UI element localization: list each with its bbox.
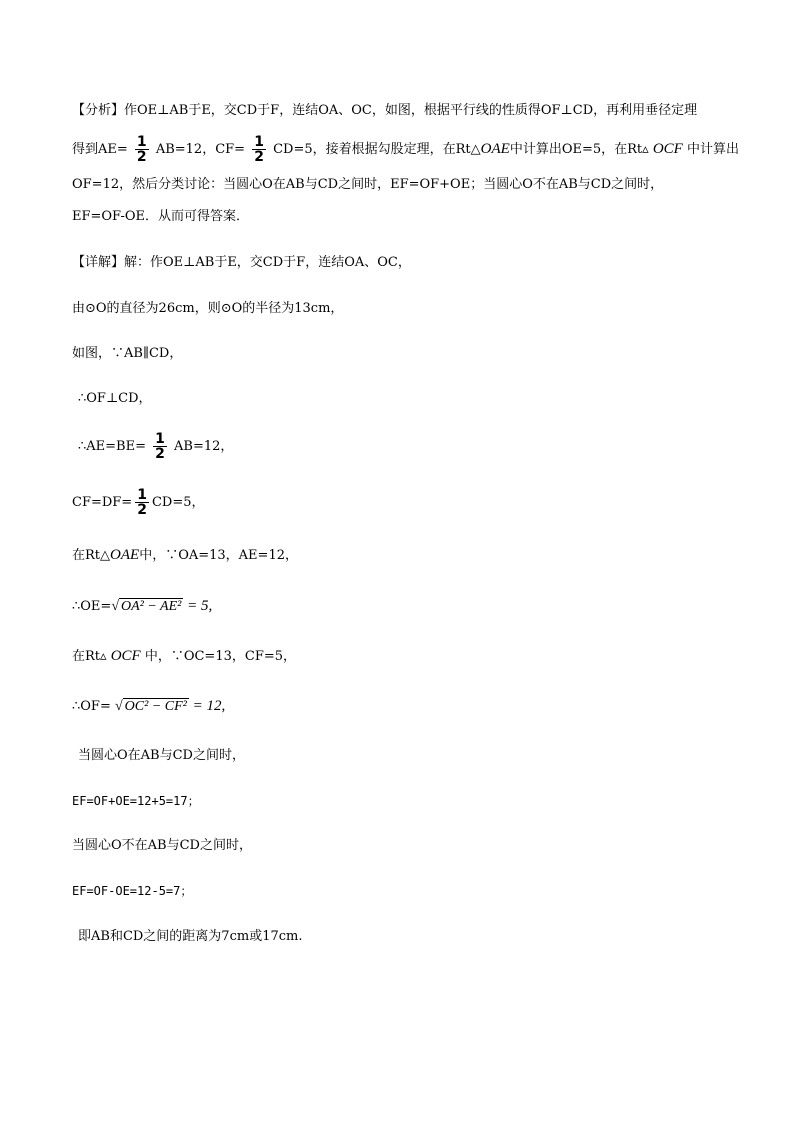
detail-text: ∴AE=BE= (78, 439, 146, 454)
detail-text: 在Rt△ (72, 548, 111, 563)
detail-line-3: 如图，∵AB∥CD， (72, 346, 183, 361)
detail-line-11: 当圆心O在AB与CD之间时， (78, 748, 245, 763)
detail-text: ∴OF= (72, 699, 111, 714)
detail-line-15: 即AB和CD之间的距离为7cm或17cm. (78, 929, 303, 944)
analysis-text: 得到AE= (72, 142, 128, 157)
triangle-label: OAE (110, 547, 140, 563)
detail-line-12: EF=OF+OE=12+5=17； (72, 794, 200, 808)
detail-line-2: 由⊙O的直径为26cm，则⊙O的半径为13cm， (72, 301, 344, 316)
detail-line-14: EF=OF-OE=12-5=7； (72, 884, 193, 898)
detail-line-6 (72, 488, 205, 518)
detail-line-1: 【详解】解：作OE⊥AB于E，交CD于F，连结OA、OC， (72, 255, 411, 270)
result-text: = 12, (188, 698, 226, 714)
fraction-half: $\frac{1}{2}$ (155, 431, 165, 462)
fraction-half: $\frac{1}{2}$ (136, 134, 147, 165)
analysis-line-2 (72, 134, 739, 165)
sqrt-expression: √ OC² − CF² (114, 698, 187, 714)
analysis-text: AB=12，CF= (155, 142, 246, 157)
detail-line-4: ∴OF⊥CD， (78, 391, 152, 406)
result-text: = 5, (183, 598, 213, 614)
detail-text: 在Rt▵ (72, 649, 107, 664)
analysis-text: 中计算出OE=5，在Rt▵ (509, 142, 649, 157)
triangle-label: OCF (110, 648, 141, 664)
fraction-half: $\frac{1}{2}$ (254, 134, 264, 165)
detail-line-9 (72, 646, 296, 667)
analysis-text: CD=5，接着根据勾股定理，在Rt△ (273, 142, 481, 157)
detail-text: ∴OE= (72, 599, 112, 614)
detail-line-7 (72, 545, 298, 566)
analysis-text: 中计算出 (686, 142, 739, 157)
detail-line-5 (78, 432, 233, 462)
detail-text: CF=DF= (72, 495, 133, 510)
analysis-line-1: 【分析】作OE⊥AB于E，交CD于F，连结OA、OC，如图，根据平行线的性质得OF⊥CD，再利用垂径定理 (72, 103, 698, 118)
triangle-label: OAE (480, 141, 510, 157)
triangle-label: OCF (652, 141, 683, 157)
detail-text: 中，∵OA=13，AE=12， (139, 548, 298, 563)
detail-text: 中，∵OC=13，CF=5， (144, 649, 296, 664)
analysis-line-3: OF=12，然后分类讨论：当圆心O在AB与CD之间时，EF=OF+OE；当圆心O不在AB与CD之间时， (72, 177, 664, 192)
detail-line-10 (72, 694, 225, 719)
detail-text: AB=12， (174, 439, 234, 454)
detail-line-13: 当圆心O不在AB与CD之间时， (72, 838, 252, 853)
detail-line-8 (72, 594, 212, 619)
detail-text: CD=5， (151, 495, 205, 510)
sqrt-expression: √ OA² − AE² (111, 598, 182, 614)
fraction-half: $\frac{1}{2}$ (137, 487, 147, 518)
analysis-line-4: EF=OF-OE．从而可得答案． (72, 209, 250, 224)
